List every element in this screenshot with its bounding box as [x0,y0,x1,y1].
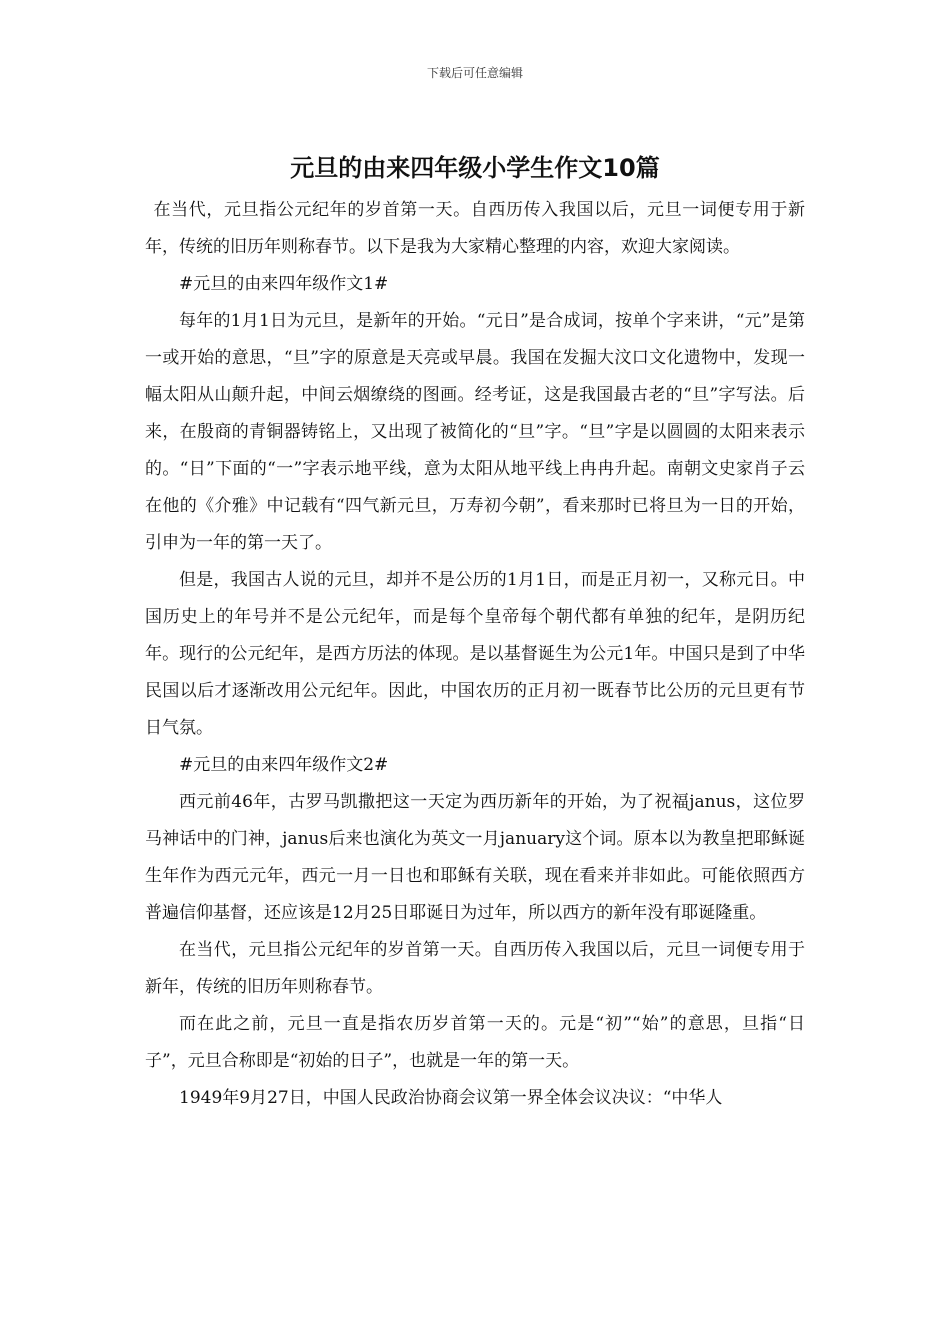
header-note: 下载后可任意编辑 [426,66,523,80]
paragraph: 1949年9月27日，中国人民政治协商会议第一界全体会议决议：“中华人 [179,1088,723,1108]
section-heading-1: #元旦的由来四年级作文1# [179,274,389,294]
intro-paragraph: 在当代，元旦指公元纪年的岁首第一天。自西历传入我国以后，元旦一词便专用于新年，传统的旧历年则称春节。以下是我为大家精心整理的内容，欢迎大家阅读。 [145,200,805,257]
section-heading-2: #元旦的由来四年级作文2# [179,755,389,775]
paragraph: 西元前46年，古罗马凯撒把这一天定为西历新年的开始，为了祝福janus，这位罗马神话中的门神，janus后来也演化为英文一月january这个词。原本以为教皇把耶稣诞生年作为西元元年，西元一月一日也和耶稣有关联，现在看来并非如此。可能依照西方普遍信仰基督，还应该是12月25日耶诞日为过年，所以西方的新年没有耶诞隆重。 [145,792,805,923]
paragraph: 而在此之前，元旦一直是指农历岁首第一天的。元是“初”“始”的意思，旦指“日子”，元旦合称即是“初始的日子”，也就是一年的第一天。 [145,1014,805,1071]
paragraph: 每年的1月1日为元旦，是新年的开始。“元日”是合成词，按单个字来讲，“元”是第一或开始的意思，“旦”字的原意是天亮或早晨。我国在发掘大汶口文化遗物中，发现一幅太阳从山颠升起，中间云烟缭绕的图画。经考证，这是我国最古老的“旦”字写法。后来，在殷商的青铜器铸铭上，又出现了被简化的“旦”字。“旦”字是以圆圆的太阳来表示的。“日”下面的“一”字表示地平线，意为太阳从地平线上冉冉升起。南朝文史家肖子云在他的《介雅》中记载有“四气新元旦，万寿初今朝”，看来那时已将旦为一日的开始，引申为一年的第一天了。 [145,311,805,553]
document-body [145,192,805,1117]
paragraph: 但是，我国古人说的元旦，却并不是公历的1月1日，而是正月初一，又称元日。中国历史上的年号并不是公元纪年，而是每个皇帝每个朝代都有单独的纪年，是阴历纪年。现行的公元纪年，是西方历法的体现。是以基督诞生为公元1年。中国只是到了中华民国以后才逐渐改用公元纪年。因此，中国农历的正月初一既春节比公历的元旦更有节日气氛。 [145,570,805,738]
page-title: 元旦的由来四年级小学生作文10篇 [290,154,660,182]
paragraph: 在当代，元旦指公元纪年的岁首第一天。自西历传入我国以后，元旦一词便专用于新年，传统的旧历年则称春节。 [145,940,805,997]
